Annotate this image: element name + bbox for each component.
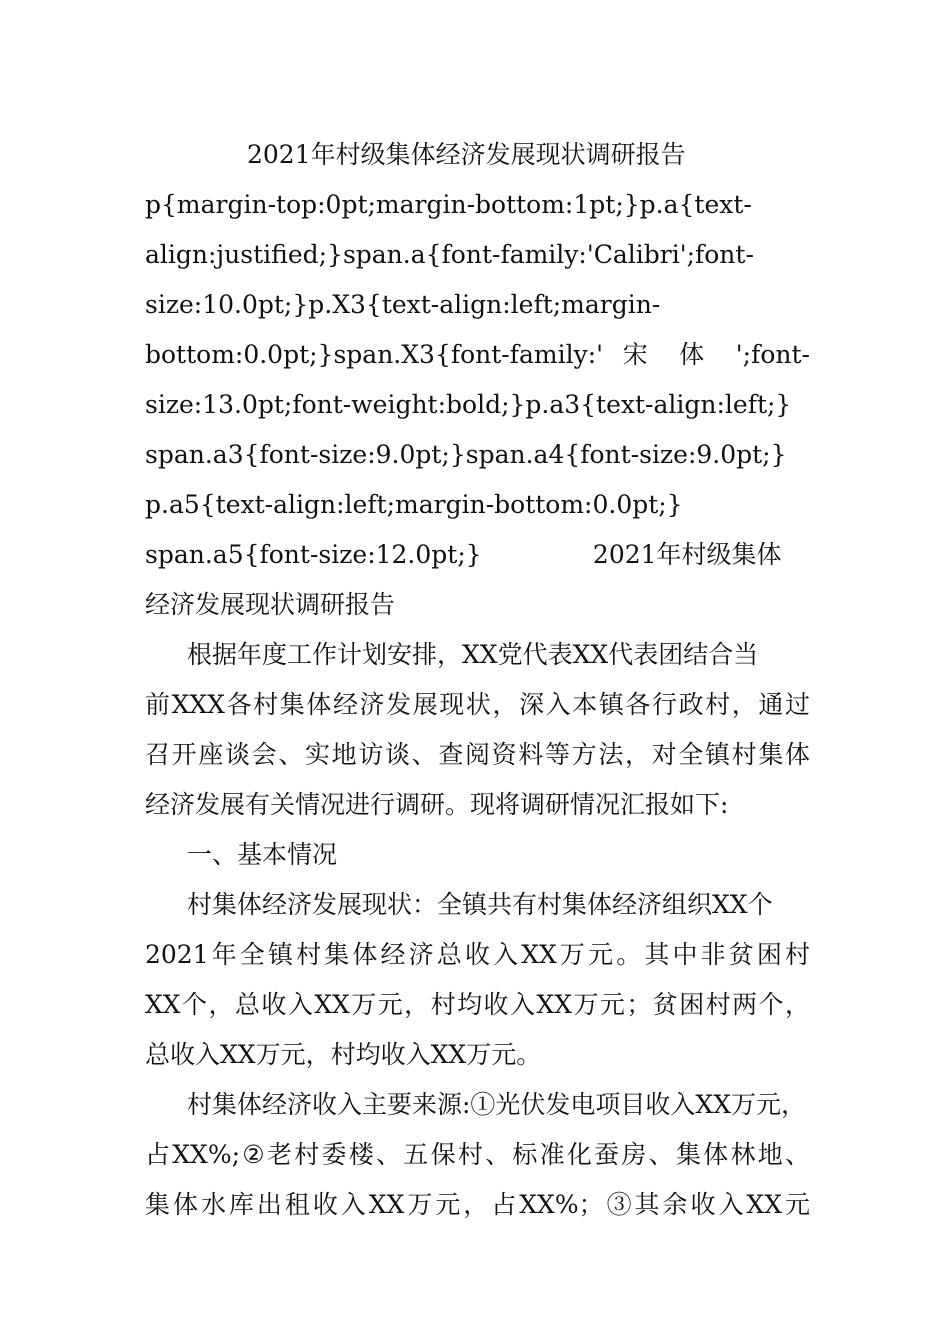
paragraph-line: 总收入XX万元，村均收入XX万元。 [145, 1040, 542, 1069]
paragraph-line: 召开座谈会、实地访谈、查阅资料等方法，对全镇村集体 [145, 740, 810, 769]
css-code-text [145, 180, 810, 630]
paragraph-line: 根据年度工作计划安排，XX党代表XX代表团结合当 [187, 640, 759, 669]
css-line: 经济发展现状调研报告 [145, 590, 396, 619]
paragraph-line: 占XX%;②老村委楼、五保村、标准化蚕房、集体林地、 [145, 1140, 810, 1169]
css-line: p{margin-top:0pt;margin-bottom:1pt;}p.a{text- [145, 190, 752, 219]
paragraph-line: 集体水库出租收入XX万元，占XX%；③其余收入XX元 [145, 1190, 810, 1219]
css-line: size:10.0pt;}p.X3{text-align:left;margin- [145, 290, 661, 319]
css-line: bottom:0.0pt;}span.X3{font-family:' 宋 体 ';font- [145, 340, 810, 369]
css-line: span.a3{font-size:9.0pt;}span.a4{font-size:9.0pt;} [145, 440, 787, 469]
css-line: span.a5{font-size:12.0pt;} 2021年村级集体 [145, 540, 782, 569]
paragraph-line: 村集体经济发展现状：全镇共有村集体经济组织XX个 [187, 890, 773, 919]
paragraph-line: 村集体经济收入主要来源:①光伏发电项目收入XX万元， [187, 1090, 807, 1119]
paragraph-line: 经济发展有关情况进行调研。现将调研情况汇报如下: [145, 790, 729, 819]
css-line: p.a5{text-align:left;margin-bottom:0.0pt;} [145, 490, 683, 519]
css-line: align:justified;}span.a{font-family:'Calibri';font- [145, 240, 754, 269]
document-title: 2021年村级集体经济发展现状调研报告 [247, 140, 686, 169]
paragraph-line: 2021年全镇村集体经济总收入XX万元。其中非贫困村 [145, 940, 810, 969]
document-page [145, 130, 810, 1230]
paragraph-line: XX个，总收入XX万元，村均收入XX万元；贫困村两个， [145, 990, 810, 1019]
paragraph-line: 前XXX各村集体经济发展现状，深入本镇各行政村，通过 [145, 690, 810, 719]
section-heading: 一、基本情况 [187, 840, 338, 869]
paragraph-intro [145, 630, 810, 830]
css-line: size:13.0pt;font-weight:bold;}p.a3{text-align:left;} [145, 390, 792, 419]
paragraph-income-sources [145, 1080, 810, 1230]
paragraph-status [145, 880, 810, 1080]
